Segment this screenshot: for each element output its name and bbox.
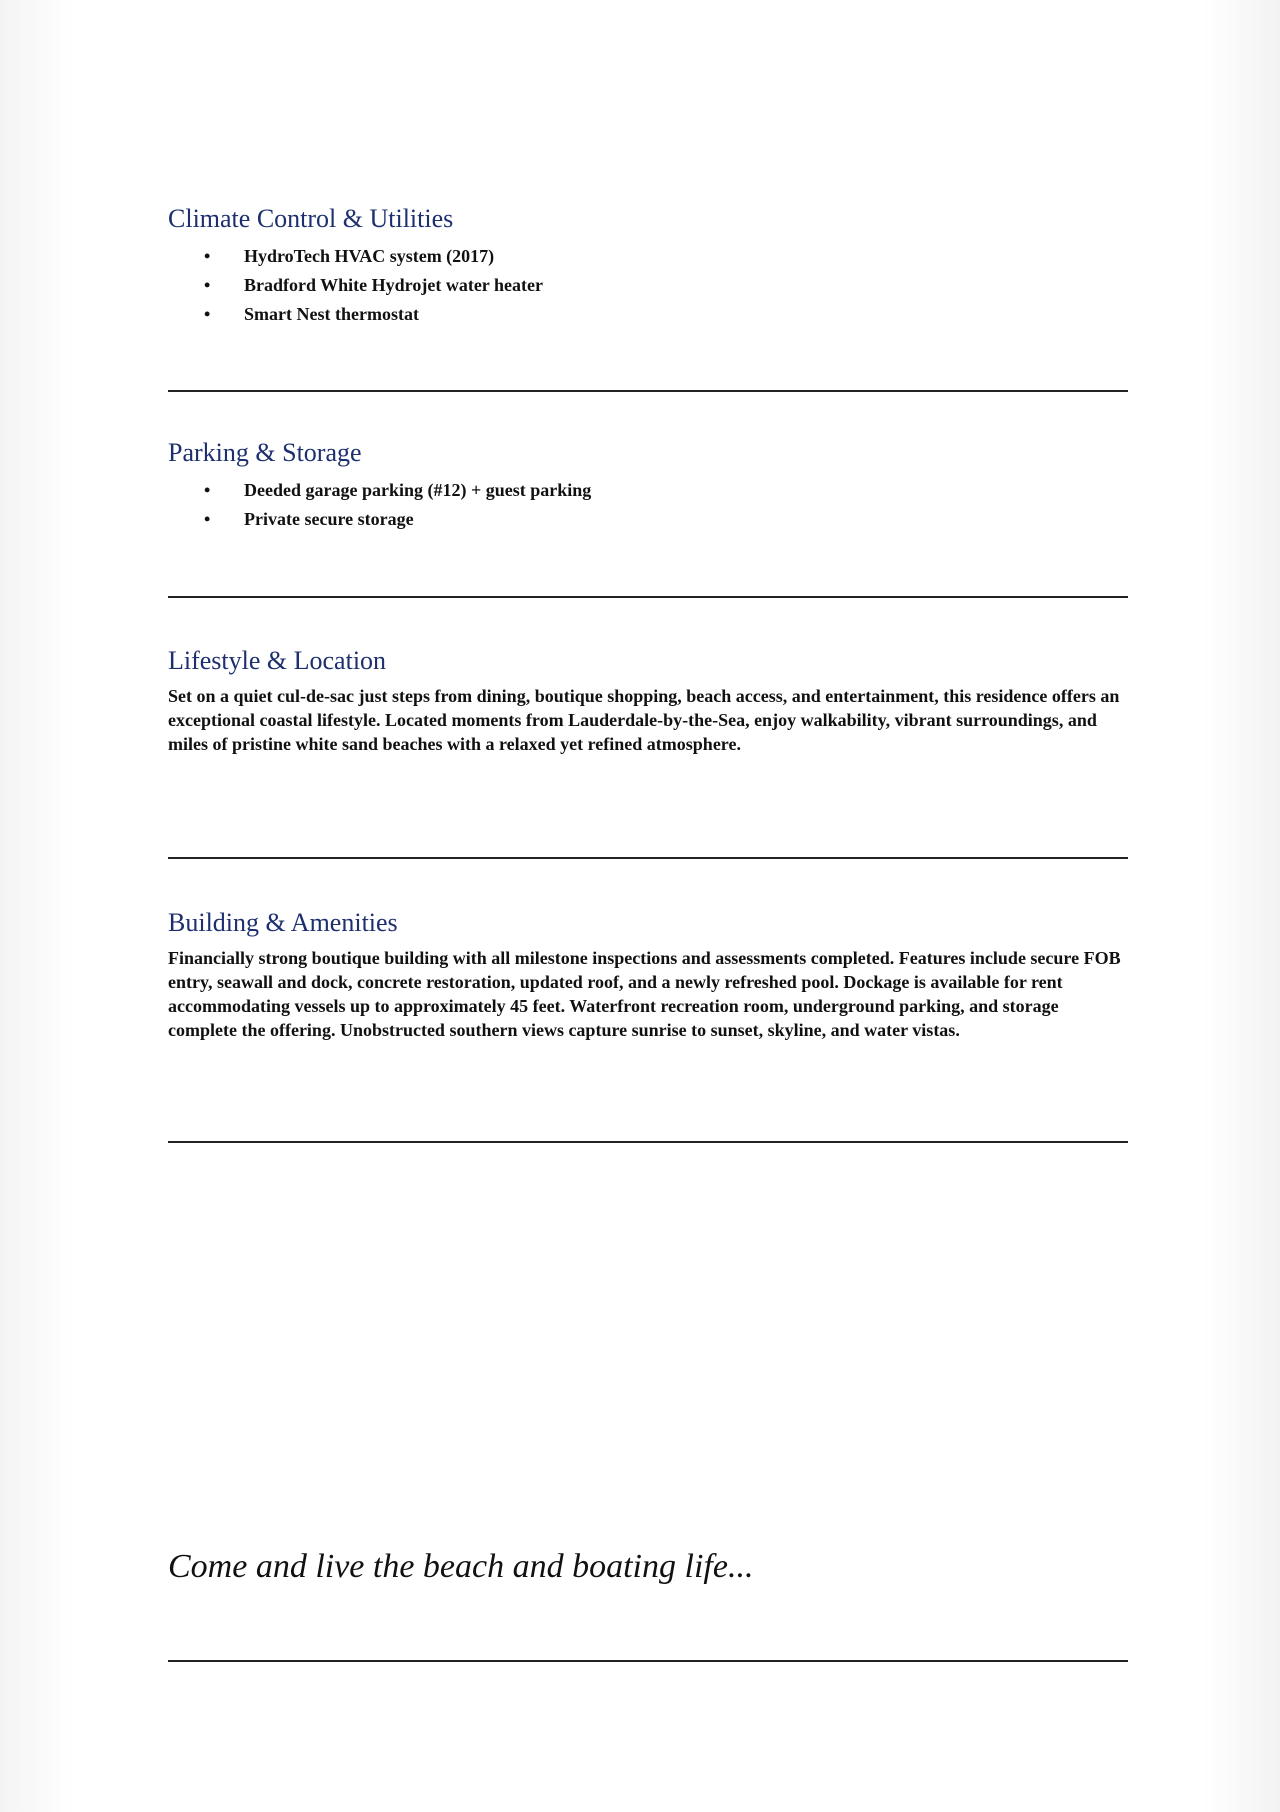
lifestyle-paragraph: Set on a quiet cul-de-sac just steps from dining, boutique shopping, beach access, and entertainment, this residence offers an exceptional coastal lifestyle. Located moments from Lauderdale-by-the-Sea, enjoy walkability, vibrant surroundings, and miles of pristine white sand beaches with a relaxed yet refined atmosphere. [168, 686, 1120, 754]
section-lifestyle-location [168, 646, 1128, 756]
closing-tagline: Come and live the beach and boating life... [168, 1548, 754, 1585]
list-item: • Smart Nest thermostat [244, 300, 1128, 329]
parking-list [168, 476, 1128, 534]
list-item: • Deeded garage parking (#12) + guest parking [244, 476, 1128, 505]
divider-line [168, 1141, 1128, 1143]
section-climate-control [168, 204, 1128, 329]
divider-line [168, 390, 1128, 392]
divider-line [168, 857, 1128, 859]
section-title-climate-control: Climate Control & Utilities [168, 204, 454, 233]
section-title-parking-storage: Parking & Storage [168, 438, 362, 467]
section-parking-storage [168, 438, 1128, 534]
section-building-amenities [168, 908, 1128, 1042]
list-item: • HydroTech HVAC system (2017) [244, 242, 1128, 271]
list-item: • Bradford White Hydrojet water heater [244, 271, 1128, 300]
section-title-building-amenities: Building & Amenities [168, 908, 398, 937]
section-title-lifestyle-location: Lifestyle & Location [168, 646, 387, 675]
divider-line [168, 1660, 1128, 1662]
climate-list [168, 242, 1128, 329]
divider-line [168, 596, 1128, 598]
list-item: • Private secure storage [244, 505, 1128, 534]
building-paragraph: Financially strong boutique building with all milestone inspections and assessments completed. Features include secure FOB entry, seawall and dock, concrete restoration, updated roof, and a newly refreshed pool. Dockage is available for rent accommodating vessels up to approximately 45 feet. Waterfront recreation room, underground parking, and storage complete the offering. Unobstructed southern views capture sunrise to sunset, skyline, and water vistas. [168, 948, 1121, 1040]
